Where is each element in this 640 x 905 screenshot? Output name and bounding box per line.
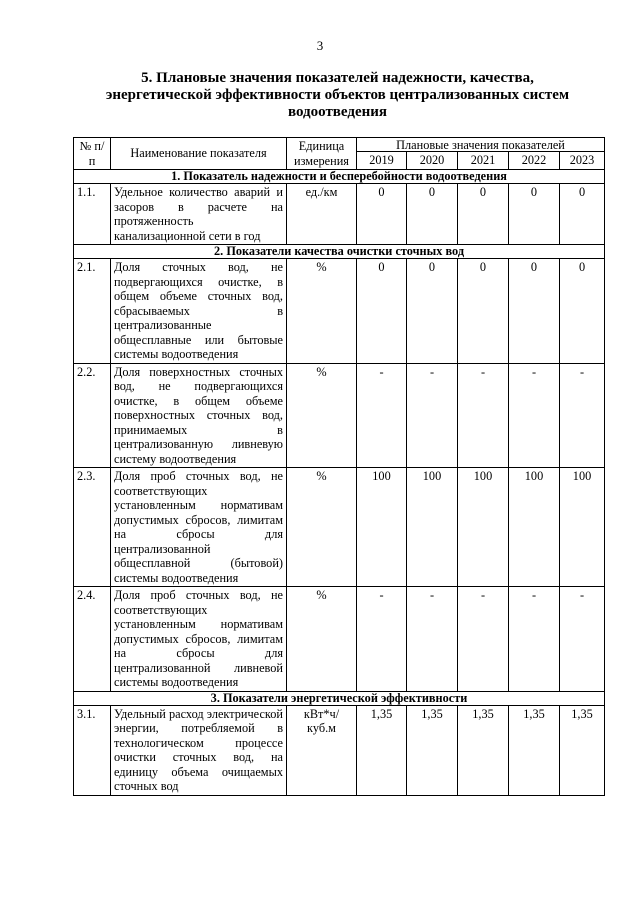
- row-value: -: [407, 363, 458, 468]
- section-title: 1. Показатель надежности и бесперебойности водоотведения: [74, 170, 605, 184]
- row-unit: кВт*ч/ куб.м: [287, 705, 357, 795]
- row-value: 1,35: [357, 705, 407, 795]
- row-name: Удельный расход электрической энергии, потребляемой в технологическом процессе очистки сточных вод, на единицу объема очищаемых сточных вод: [111, 705, 287, 795]
- row-name: Доля сточных вод, не подвергающихся очистке, в общем объеме сточных вод, сбрасываемых в централизованные общесплавные или бытовые системы водоотведения: [111, 259, 287, 364]
- row-value: 0: [407, 184, 458, 245]
- row-value: 0: [560, 259, 605, 364]
- row-unit: ед./км: [287, 184, 357, 245]
- row-value: 100: [509, 468, 560, 587]
- row-value: 0: [560, 184, 605, 245]
- section-row: [74, 170, 605, 184]
- header-year: 2019: [357, 152, 407, 170]
- document-title: 5. Плановые значения показателей надежности, качества, энергетической эффективности объектов централизованных систем водоотведения: [105, 70, 570, 120]
- row-unit: %: [287, 587, 357, 692]
- header-planned: Плановые значения показателей: [357, 138, 605, 152]
- row-value: -: [357, 587, 407, 692]
- row-value: -: [509, 587, 560, 692]
- section-title: 3. Показатели энергетической эффективности: [74, 691, 605, 705]
- row-name: Доля поверхностных сточных вод, не подвергающихся очистке, в общем объеме поверхностных сточных вод, принимаемых в централизованную ливневую систему водоотведения: [111, 363, 287, 468]
- row-value: -: [560, 587, 605, 692]
- row-value: 1,35: [407, 705, 458, 795]
- row-value: 1,35: [458, 705, 509, 795]
- page-number: 3: [316, 38, 324, 53]
- header-year: 2020: [407, 152, 458, 170]
- row-value: -: [407, 587, 458, 692]
- row-num: 1.1.: [74, 184, 111, 245]
- row-value: -: [509, 363, 560, 468]
- row-value: 0: [509, 184, 560, 245]
- row-unit: %: [287, 468, 357, 587]
- row-value: 0: [407, 259, 458, 364]
- table-row: [74, 363, 605, 468]
- row-value: 0: [357, 259, 407, 364]
- row-name: Доля проб сточных вод, не соответствующих установленным нормативам допустимых сбросов, лимитам на сбросы для централизованной ливневой системы водоотведения: [111, 587, 287, 692]
- row-unit: %: [287, 259, 357, 364]
- header-year: 2022: [509, 152, 560, 170]
- row-name: Доля проб сточных вод, не соответствующих установленным нормативам допустимых сбросов, лимитам на сбросы для централизованной общесплавной (бытовой) системы водоотведения: [111, 468, 287, 587]
- header-name: Наименование показателя: [111, 138, 287, 170]
- header-year: 2023: [560, 152, 605, 170]
- row-name: Удельное количество аварий и засоров в расчете на протяженность канализационной сети в год: [111, 184, 287, 245]
- row-num: 2.3.: [74, 468, 111, 587]
- row-value: -: [458, 587, 509, 692]
- row-num: 2.2.: [74, 363, 111, 468]
- row-value: 0: [357, 184, 407, 245]
- row-value: 0: [509, 259, 560, 364]
- row-value: -: [357, 363, 407, 468]
- row-value: 1,35: [560, 705, 605, 795]
- row-unit: %: [287, 363, 357, 468]
- row-num: 3.1.: [74, 705, 111, 795]
- header-num: № п/п: [74, 138, 111, 170]
- row-value: 0: [458, 184, 509, 245]
- header-year: 2021: [458, 152, 509, 170]
- row-value: -: [458, 363, 509, 468]
- table-row: [74, 184, 605, 245]
- table-row: [74, 705, 605, 795]
- table-row: [74, 468, 605, 587]
- table-row: [74, 259, 605, 364]
- row-value: 100: [458, 468, 509, 587]
- header-unit: Единица измерения: [287, 138, 357, 170]
- row-value: 1,35: [509, 705, 560, 795]
- section-title: 2. Показатели качества очистки сточных вод: [74, 245, 605, 259]
- row-num: 2.4.: [74, 587, 111, 692]
- row-num: 2.1.: [74, 259, 111, 364]
- row-value: 100: [560, 468, 605, 587]
- table-row: [74, 587, 605, 692]
- indicators-table: [73, 137, 605, 796]
- row-value: 100: [357, 468, 407, 587]
- section-row: [74, 691, 605, 705]
- row-value: -: [560, 363, 605, 468]
- row-value: 100: [407, 468, 458, 587]
- section-row: [74, 245, 605, 259]
- row-value: 0: [458, 259, 509, 364]
